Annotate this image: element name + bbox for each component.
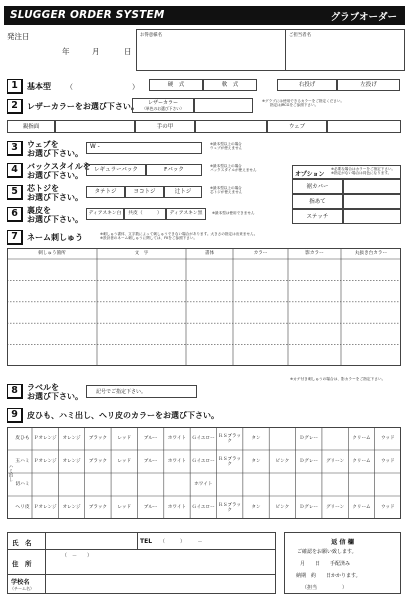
tel-input[interactable]: （ ） － bbox=[160, 539, 203, 545]
reply-arranged: 月 日 手配済み bbox=[300, 561, 351, 567]
color-row-label: ヘリ皮 bbox=[15, 505, 30, 510]
postal-input[interactable]: （ － ） bbox=[62, 553, 93, 559]
section-8-title: ラベルを お選び下さい。 bbox=[27, 383, 83, 401]
color-cell[interactable] bbox=[85, 473, 111, 496]
color-cell[interactable]: Ｐオレンジ bbox=[33, 436, 57, 441]
color-cell[interactable] bbox=[322, 473, 348, 496]
back-style-note: ※最本型以上の場合 バックスタイルが使えません bbox=[210, 164, 257, 173]
leather-color-header: レザーカラー （単色のお選び下さい） bbox=[132, 98, 194, 113]
horizontal-stitch-option[interactable]: ヨコトジ bbox=[125, 186, 164, 198]
f-back-option[interactable]: Fバック bbox=[146, 164, 202, 176]
section-2-number: 2 bbox=[7, 99, 23, 114]
color-row-label: 玉ハミ bbox=[15, 459, 30, 464]
section-7-number: 7 bbox=[7, 230, 23, 245]
color-cell[interactable]: タン bbox=[251, 436, 261, 441]
address-label: 住 所 bbox=[12, 560, 32, 568]
color-row-label: 切ハミ bbox=[15, 482, 30, 487]
palm-face-label: 親指面 bbox=[7, 120, 55, 133]
customer-name-input[interactable] bbox=[46, 533, 136, 548]
color-cell[interactable]: クリーム bbox=[352, 436, 371, 441]
emb-col-base: 丸抜き台カラー bbox=[354, 251, 388, 256]
section-6-number: 6 bbox=[7, 207, 23, 222]
color-cell[interactable]: タン bbox=[251, 505, 261, 510]
color-cell[interactable]: Ｐオレンジ bbox=[33, 505, 57, 510]
color-cell[interactable]: レッド bbox=[117, 436, 132, 441]
color-cell[interactable]: ＲＳブラック bbox=[218, 456, 242, 467]
back-hand-label: 手の甲 bbox=[135, 120, 195, 133]
reply-delivery: 納期 約 日かかります。 bbox=[296, 573, 361, 579]
color-cell[interactable] bbox=[269, 473, 295, 496]
color-cell[interactable]: レッド bbox=[117, 459, 132, 464]
color-cell[interactable] bbox=[32, 473, 58, 496]
color-cell[interactable] bbox=[217, 473, 243, 496]
color-cell[interactable]: Ｇイエロー bbox=[191, 436, 215, 441]
color-cell[interactable]: ブルー bbox=[143, 505, 158, 510]
order-month-label: 月 bbox=[92, 47, 100, 56]
order-form: SLUGGER ORDER SYSTEM グラブオーダー 発注日 年 月 日 お得意様名 ご担当者名 1 基本型 （ ） 硬 式 軟 式 右投げ 左投げ 2 レザーカラーをお選び下さい。 レザーカラー （単色のお選び下さい） ※グラブには使用できるカラーをご指定ください。 指定はJRCGをご参照下さい。 親指面 手の甲 ウェブ 3 ウェブを お選び下さい。 W - ※最本型以上の場合 ウェブが使えません 4 バックスタイルを お選び下さい。 レギュラーバック Fバック ※最本型以上の場合 バックスタイルが使えません 5 芯トジを お選び下さい。 タテトジ ヨコトジ 辻トジ ※最本型以上の場合 芯トジが使えません 6 裏皮を お選び下さい。 ディアスキン白 共皮（ ） ディアスキン黒 ※最本型は使用できません オプション ※必要な場合はカラーをご指定下さい。 ※指定がない場合は同色になります。 裾カバー 指あて ステッチ 7 ネーム刺しゅう ※刺しゅう書体、文字数によって刺しゅうできない場合があります。大きさの指定は出来ません。 ※設計者のネーム刺しゅうに関しては、FIIをご参照下さい。 刺しゅう箇所 文 字 書体 カラー 影カラー 丸抜き台カラー ※カゲ付き刺しゅうの場合は、影カラーをご指定下さい。 8 ラベルを お選び下さい。 記号でご指定下さい。 9 皮ひも、ハミ出し、ヘリ皮のカラーをお選び下さい。 皮ひも Ｐオレンジ オレンジ ブラック レッド ブルー ホワイト Ｇイエロー ＲＳブラック タン Ｄグレー クリーム ウッド 玉ハミ Ｐオレンジ オレンジ ブラック レッド ブルー ホワイト Ｇイエロー ＲＳブラック タン ピンク Ｄグレー グリーン クリーム ウッド 切ハミ ホワイト ヘリ皮 Ｐオレンジ オレンジ ブラック レッド ブルー ホワイト Ｇイエロー ＲＳブラック タン ピンク Ｄグレー グリーン クリーム ウッド ハミ出し 氏 名 TEL （ ） － 住 所 （ － ） 学校名 （チーム名） 返 信 欄 ご確認をお願い致します。 月 日 手配済み 納期 約 日かかります。 （担当 ） bbox=[0, 0, 409, 603]
color-cell[interactable] bbox=[58, 473, 84, 496]
core-stitch-note: ※最本型以上の場合 芯トジが使えません bbox=[210, 186, 243, 195]
reply-confirm: ご確認をお願い致します。 bbox=[297, 549, 357, 555]
section-1-number: 1 bbox=[7, 79, 23, 94]
color-cell[interactable]: ブラック bbox=[88, 505, 108, 510]
section-4-title: バックスタイルを お選び下さい。 bbox=[27, 162, 91, 180]
emb-col-color: カラー bbox=[253, 251, 268, 256]
system-title: SLUGGER ORDER SYSTEM bbox=[10, 9, 165, 21]
color-cell[interactable]: ウッド bbox=[380, 459, 395, 464]
stitch-label: ステッチ bbox=[292, 209, 343, 224]
school-label: 学校名 bbox=[11, 579, 30, 586]
color-cell[interactable]: ホワイト bbox=[167, 505, 187, 510]
color-cell[interactable]: Ｐオレンジ bbox=[33, 459, 57, 464]
emb-col-shadow: 影カラー bbox=[305, 251, 324, 256]
color-cell[interactable]: クリーム bbox=[352, 459, 371, 464]
option-header: オプション ※必要な場合はカラーをご指定下さい。 ※指定がない場合は同色になります。 bbox=[292, 165, 401, 179]
deerskin-white-option[interactable]: ディアスキン白 bbox=[86, 208, 124, 220]
manager-name-label: ご担当者名 bbox=[289, 33, 311, 38]
glove-order-title: グラブオーダー bbox=[330, 12, 397, 23]
tsuji-stitch-option[interactable]: 辻トジ bbox=[164, 186, 202, 198]
color-cell[interactable]: ピンク bbox=[275, 459, 290, 464]
color-cell[interactable]: Ｇイエロー bbox=[191, 505, 215, 510]
section-6-title: 裏皮を お選び下さい。 bbox=[27, 206, 83, 224]
color-cell[interactable] bbox=[164, 473, 190, 496]
color-cell[interactable]: グリーン bbox=[325, 459, 345, 464]
store-name-label: お得意様名 bbox=[140, 33, 162, 38]
section-2-title: レザーカラーをお選び下さい。 bbox=[27, 102, 139, 111]
color-cell[interactable] bbox=[348, 473, 374, 496]
color-cell[interactable] bbox=[296, 473, 322, 496]
section-1-title: 基本型 bbox=[27, 82, 51, 91]
section-5-title: 芯トジを お選び下さい。 bbox=[27, 184, 83, 202]
color-cell[interactable]: ブラック bbox=[88, 436, 108, 441]
right-throw-option[interactable]: 右投げ bbox=[277, 79, 337, 91]
color-cell[interactable]: ウッド bbox=[380, 505, 395, 510]
web-prefix: W - bbox=[90, 144, 100, 150]
same-leather-option[interactable]: 共皮（ ） bbox=[124, 208, 166, 220]
softball-option[interactable]: 軟 式 bbox=[203, 79, 257, 91]
section-9-number: 9 bbox=[7, 408, 23, 423]
hardball-option[interactable]: 硬 式 bbox=[149, 79, 203, 91]
embroidery-footnote: ※カゲ付き刺しゅうの場合は、影カラーをご指定下さい。 bbox=[290, 377, 386, 381]
web-label: ウェブ bbox=[267, 120, 327, 133]
color-cell[interactable]: オレンジ bbox=[62, 459, 81, 464]
color-cell[interactable]: ブルー bbox=[143, 436, 158, 441]
section-7-title: ネーム刺しゅう bbox=[27, 233, 83, 242]
lining-note: ※最本型は使用できません bbox=[212, 211, 255, 215]
section-9-title: 皮ひも、ハミ出し、ヘリ皮のカラーをお選び下さい。 bbox=[27, 411, 219, 420]
color-cell[interactable]: Ｄグレー bbox=[299, 505, 318, 510]
section-4-number: 4 bbox=[7, 163, 23, 178]
color-cell[interactable]: Ｇイエロー bbox=[191, 459, 215, 464]
color-cell[interactable]: ウッド bbox=[380, 436, 395, 441]
color-cell[interactable]: ホワイト bbox=[167, 436, 187, 441]
leather-note: ※グラブには使用できるカラーをご指定ください。 指定はJRCGをご参照下さい。 bbox=[262, 99, 345, 108]
section-8-number: 8 bbox=[7, 384, 23, 399]
color-cell[interactable]: ＲＳブラック bbox=[218, 433, 242, 444]
color-cell[interactable]: タン bbox=[251, 459, 261, 464]
embroidery-note: ※刺しゅう書体、文字数によって刺しゅうできない場合があります。大きさの指定は出来ません。 ※設計者のネーム刺しゅうに関しては、FIIをご参照下さい。 bbox=[100, 232, 258, 241]
color-cell[interactable]: ブラック bbox=[88, 459, 108, 464]
color-cell[interactable]: Ｄグレー bbox=[299, 459, 318, 464]
finger-pad-label: 指あて bbox=[292, 194, 343, 209]
emb-col-font: 書体 bbox=[204, 251, 215, 256]
color-cell[interactable] bbox=[375, 473, 401, 496]
label-placeholder: 記号でご指定下さい。 bbox=[96, 389, 147, 395]
deerskin-black-option[interactable]: ディアスキン黒 bbox=[166, 208, 206, 220]
color-cell[interactable]: ホワイト bbox=[167, 459, 187, 464]
color-cell[interactable] bbox=[269, 427, 295, 450]
reply-title: 返 信 欄 bbox=[331, 539, 354, 546]
section-3-number: 3 bbox=[7, 141, 23, 156]
color-cell[interactable] bbox=[322, 427, 348, 450]
emb-col-text: 文 字 bbox=[134, 251, 149, 256]
web-note: ※最本型以上の場合 ウェブが使えません bbox=[210, 142, 243, 151]
color-row-label: 皮ひも bbox=[15, 436, 30, 441]
color-cell[interactable] bbox=[111, 473, 137, 496]
reply-staff: （担当 ） bbox=[302, 585, 348, 591]
color-cell[interactable]: クリーム bbox=[352, 505, 371, 510]
color-cell[interactable]: レッド bbox=[117, 505, 132, 510]
color-cell[interactable]: オレンジ bbox=[62, 436, 81, 441]
order-day-label: 日 bbox=[124, 47, 132, 56]
order-date-label: 発注日 bbox=[7, 32, 30, 41]
team-sublabel: （チーム名） bbox=[10, 586, 34, 591]
color-cell[interactable]: オレンジ bbox=[62, 505, 81, 510]
left-throw-option[interactable]: 左投げ bbox=[337, 79, 400, 91]
color-cell[interactable]: ホワイト bbox=[194, 482, 213, 487]
tel-label: TEL bbox=[140, 538, 153, 545]
color-cell[interactable]: グリーン bbox=[325, 505, 345, 510]
overflow-side-label: ハミ出し bbox=[8, 464, 13, 482]
section-5-number: 5 bbox=[7, 185, 23, 200]
order-year-label: 年 bbox=[62, 47, 70, 56]
color-cell[interactable]: ピンク bbox=[275, 505, 290, 510]
vertical-stitch-option[interactable]: タテトジ bbox=[86, 186, 125, 198]
section-3-title: ウェブを お選び下さい。 bbox=[27, 140, 83, 158]
color-cell[interactable]: Ｄグレー bbox=[299, 436, 318, 441]
customer-name-label: 氏 名 bbox=[12, 539, 32, 547]
color-cell[interactable] bbox=[243, 473, 269, 496]
regular-back-option[interactable]: レギュラーバック bbox=[86, 164, 146, 176]
finger-cover-label: 裾カバー bbox=[292, 179, 343, 194]
color-cell[interactable]: ブルー bbox=[143, 459, 158, 464]
color-cell[interactable]: ＲＳブラック bbox=[218, 502, 242, 513]
color-cell[interactable] bbox=[137, 473, 163, 496]
emb-col-location: 刺しゅう箇所 bbox=[38, 251, 66, 256]
